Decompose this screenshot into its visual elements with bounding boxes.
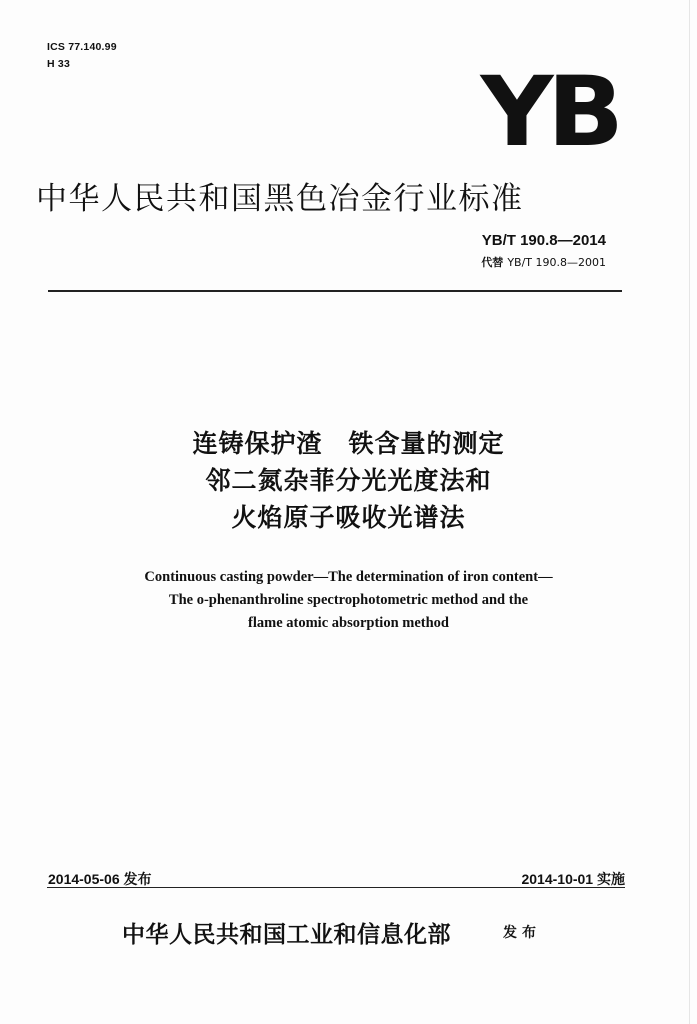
english-title-line: Continuous casting powder—The determination of iron content— bbox=[144, 569, 553, 585]
english-title-line: The o-phenanthroline spectrophotometric method and the bbox=[168, 592, 529, 608]
publish-label: 发布 bbox=[503, 925, 541, 941]
top-divider bbox=[48, 290, 622, 292]
chinese-title-line: 火焰原子吸收光谱法 bbox=[231, 503, 466, 532]
issuing-ministry: 中华人民共和国工业和信息化部 bbox=[122, 921, 451, 948]
ics-code: ICS 77.140.99 bbox=[47, 41, 117, 53]
replaces-label: 代替 bbox=[481, 256, 504, 269]
bottom-divider bbox=[47, 887, 625, 888]
implementation-date: 2014-10-01 实施 bbox=[521, 871, 625, 887]
english-title-line: flame atomic absorption method bbox=[248, 615, 449, 631]
page-edge bbox=[689, 0, 690, 1024]
issue-date: 2014-05-06 发布 bbox=[48, 871, 152, 887]
ccs-code: H 33 bbox=[47, 58, 70, 70]
standard-number: YB/T 190.8—2014 bbox=[481, 232, 606, 249]
industry-standard-title: 中华人民共和国黑色冶金行业标准 bbox=[36, 181, 524, 217]
chinese-title-line: 连铸保护渣 铁含量的测定 bbox=[192, 429, 505, 458]
chinese-title bbox=[0, 425, 697, 536]
replaces-number: YB/T 190.8—2001 bbox=[507, 256, 606, 269]
yb-logo: YB bbox=[480, 56, 618, 168]
english-title bbox=[0, 566, 697, 635]
chinese-title-line: 邻二氮杂菲分光光度法和 bbox=[205, 466, 492, 495]
replaces-line bbox=[481, 254, 606, 270]
